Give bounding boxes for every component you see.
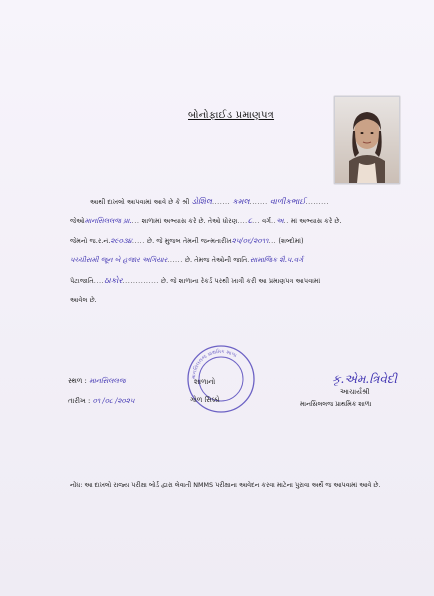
line6-text: આવેલ છે. [70,296,97,304]
line3-suffix: (શબ્દોમાં) [278,237,304,245]
standard: ૮ [247,216,253,225]
stamp-ring-text: માનસિલલજ પ્રાથમિક શાળા [190,348,238,380]
student-portrait-photo-icon [335,97,399,183]
student-photo [334,96,400,184]
place-value: માનસિલલજ [89,377,126,385]
line2-prefix: જેઓ [70,217,85,225]
father-name: કમલ [232,197,250,206]
division: અ [276,217,284,225]
line3-mid: છે. જે મુજબ તેમની જન્મતારીખ [146,237,232,245]
line5-prefix: પેટાજાતિ [70,277,94,285]
principal-school-name: માનસિલલજ પ્રાથમિક શાળા [300,400,372,408]
body-line-1: આથી દાખલો આપવામાં આવે છે કે શ્રી ડોશિલ....... કમલ....... વાળીકભાઈ......... [90,197,329,206]
date-row [68,397,134,406]
surname: વાળીકભાઈ [269,197,306,206]
student-name: ડોશિલ [191,197,212,206]
date-of-birth: ૨૫/૦૬/૨૦૧૧ [231,237,269,245]
line1-prefix: આથી દાખલો આપવામાં આવે છે કે શ્રી [90,198,190,206]
principal-label: આચાર્યશ્રી [340,388,370,396]
body-line-3: જેમનો જ.ર.નં.૨૯૦૩૪..... છે. જે મુજબ તેમની જન્મતારીખ૨૫/૦૬/૨૦૧૧... (શબ્દોમાં) [70,237,304,245]
body-line-5: પેટાજાતિ....ઠાકોર.............. છે. જે શાળાના રેકર્ડ પરથી ખાત્રી કરી આ પ્રમાણપત્ર આપવામાં [70,276,321,285]
school-name-handwritten: માનસિલલજ પ્રા. [84,217,132,225]
line2-mid: શાળામાં અભ્યાસ કરે છે. તેઓ ધોરણ [141,217,238,225]
principal-signature: કૃ.એમ.ત્રિવેદી [332,372,397,386]
svg-text:માનસિલલજ પ્રાથમિક શાળા [191,348,238,379]
date-label: તારીખ : [68,397,91,405]
gr-number: ૨૯૦૩૪ [110,237,132,245]
document-title: બોનોફાઈડ પ્રમાણપત્ર [188,110,275,121]
body-line-2: જેઓમાનસિલલજ પ્રા.... શાળામાં અભ્યાસ કરે છે. તેઓ ધોરણ....૮... વર્ગ..અ.. માં અભ્યાસ કરે છે. [70,216,342,225]
stamp-school-label: શાળાનો [194,378,216,386]
caste: સામાજિક શૈ.પ.વર્ગ [249,256,304,264]
stamp-seal-label: ગોળ સિક્કો [190,396,220,404]
footer-note: નોંધ: આ દાખલો રાજ્ય પરીક્ષા બોર્ડ દ્વારા લેવાતી NMMS પરીક્ષાના આવેદન કરવા માટેના પુરાવા અર્થે જ આપવામાં આવે છે. [70,481,381,489]
line3-prefix: જેમનો જ.ર.નં. [70,237,111,245]
line4-mid: છે. તેમજ તેઓની જાતિ [184,256,248,264]
line2-mid2: વર્ગ [262,217,271,225]
body-line-4: પચ્ચીસમી જૂન બે હજાર અગિયાર...... છે. તેમજ તેઓની જાતિ.સામાજિક શૈ.પ.વર્ગ [70,256,304,264]
line2-suffix: માં અભ્યાસ કરે છે. [290,217,342,225]
subcaste: ઠાકોર [104,276,123,285]
dob-in-words: પચ્ચીસમી જૂન બે હજાર અગિયાર [70,256,168,264]
place-label: સ્થળ : [68,377,87,385]
place-row [68,377,125,386]
date-value: ૦૧ /૦૮ /૨૦૨૫ [92,397,135,405]
body-line-6 [70,296,97,305]
line5-suffix: છે. જે શાળાના રેકર્ડ પરથી ખાત્રી કરી આ પ્રમાણપત્ર આપવામાં [161,277,321,285]
